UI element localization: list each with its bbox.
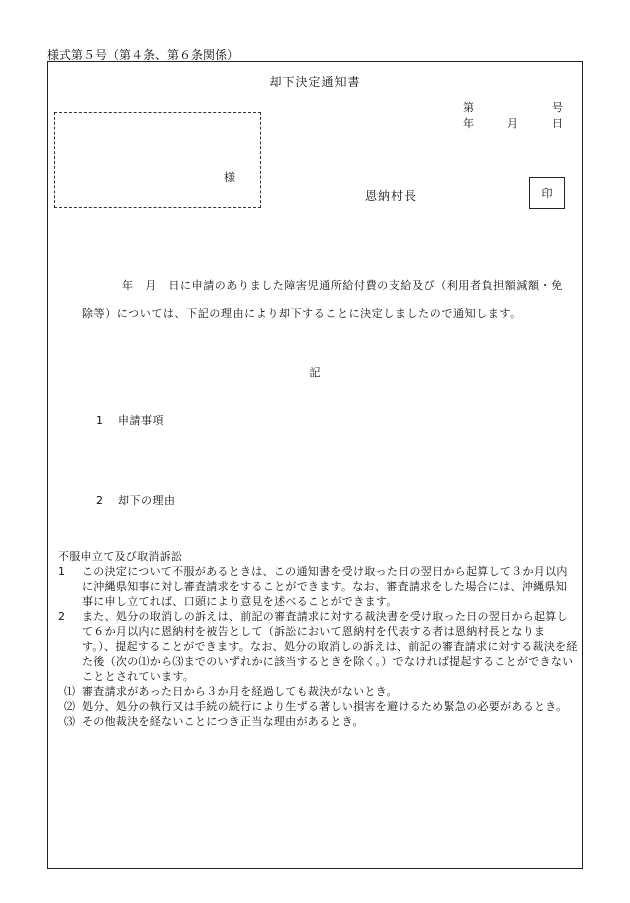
appeal-heading: 不服申立て及び取消訴訟 <box>58 550 183 563</box>
sub-item-text: 審査請求があった日から３か月を経過しても裁決がないとき。 <box>82 685 398 698</box>
date-month: 月 <box>507 117 518 130</box>
item-label: 申請事項 <box>118 414 164 427</box>
date-day: 日 <box>552 117 563 130</box>
appeal-paragraph <box>58 564 578 609</box>
date-year: 年 <box>463 117 474 130</box>
sub-item-number: ⑴ <box>64 685 76 698</box>
ki-heading: 記 <box>309 366 321 379</box>
recipient-suffix: 様 <box>224 171 235 184</box>
document-title: 却下決定通知書 <box>269 75 361 89</box>
item-application <box>96 412 164 428</box>
sub-item-number: ⑶ <box>64 715 76 728</box>
recipient-address-box <box>54 112 261 208</box>
number-dai: 第 <box>463 101 474 114</box>
sub-item-text: その他裁決を経ないことにつき正当な理由があるとき。 <box>82 715 364 728</box>
paragraph-number: 1 <box>58 565 66 578</box>
item-label: 却下の理由 <box>118 494 176 507</box>
item-number: 2 <box>96 494 104 507</box>
item-reason <box>96 492 176 508</box>
seal-label: 印 <box>541 187 553 200</box>
appeal-section <box>58 549 578 729</box>
appeal-sub-item <box>58 699 578 714</box>
appeal-sub-item <box>58 714 578 729</box>
paragraph-text: この決定について不服があるときは、この通知書を受け取った日の翌日から起算して３か月以内に沖縄県知事に対し審査請求をすることができます。なお、審査請求をした場合には、沖縄県知事に申し立てれば、口頭により意見を述べることができます。 <box>82 565 568 608</box>
item-number: 1 <box>96 414 104 427</box>
sub-item-number: ⑵ <box>64 700 76 713</box>
form-label: 様式第５号（第４条、第６条関係） <box>47 48 240 62</box>
notice-body-text: 年 月 日に申請のありました障害児通所給付費の支給及び（利用者負担額減額・免除等）については、下記の理由により却下することに決定しましたので通知します。 <box>82 279 563 320</box>
issuer-name: 恩納村長 <box>365 189 418 203</box>
paragraph-text: また、処分の取消しの訴えは、前記の審査請求に対する裁決書を受け取った日の翌日から起算して６か月以内に恩納村を被告として（訴訟において恩納村を代表する者は恩納村長となります。）、提起することができます。なお、処分の取消しの訴えは、前記の審査請求に対する裁決を経た後（次の⑴から⑶までのいずれかに該当するときを除く。）でなければ提起することができないこととされています。 <box>82 610 578 683</box>
notice-frame <box>47 61 583 869</box>
notice-body <box>82 272 568 328</box>
appeal-sub-item <box>58 684 578 699</box>
number-gou: 号 <box>552 101 563 114</box>
seal-box <box>529 177 565 209</box>
sub-item-text: 処分、処分の執行又は手続の続行により生ずる著しい損害を避けるため緊急の必要があるとき。 <box>82 700 568 713</box>
paragraph-number: 2 <box>58 610 66 623</box>
appeal-paragraph <box>58 609 578 684</box>
